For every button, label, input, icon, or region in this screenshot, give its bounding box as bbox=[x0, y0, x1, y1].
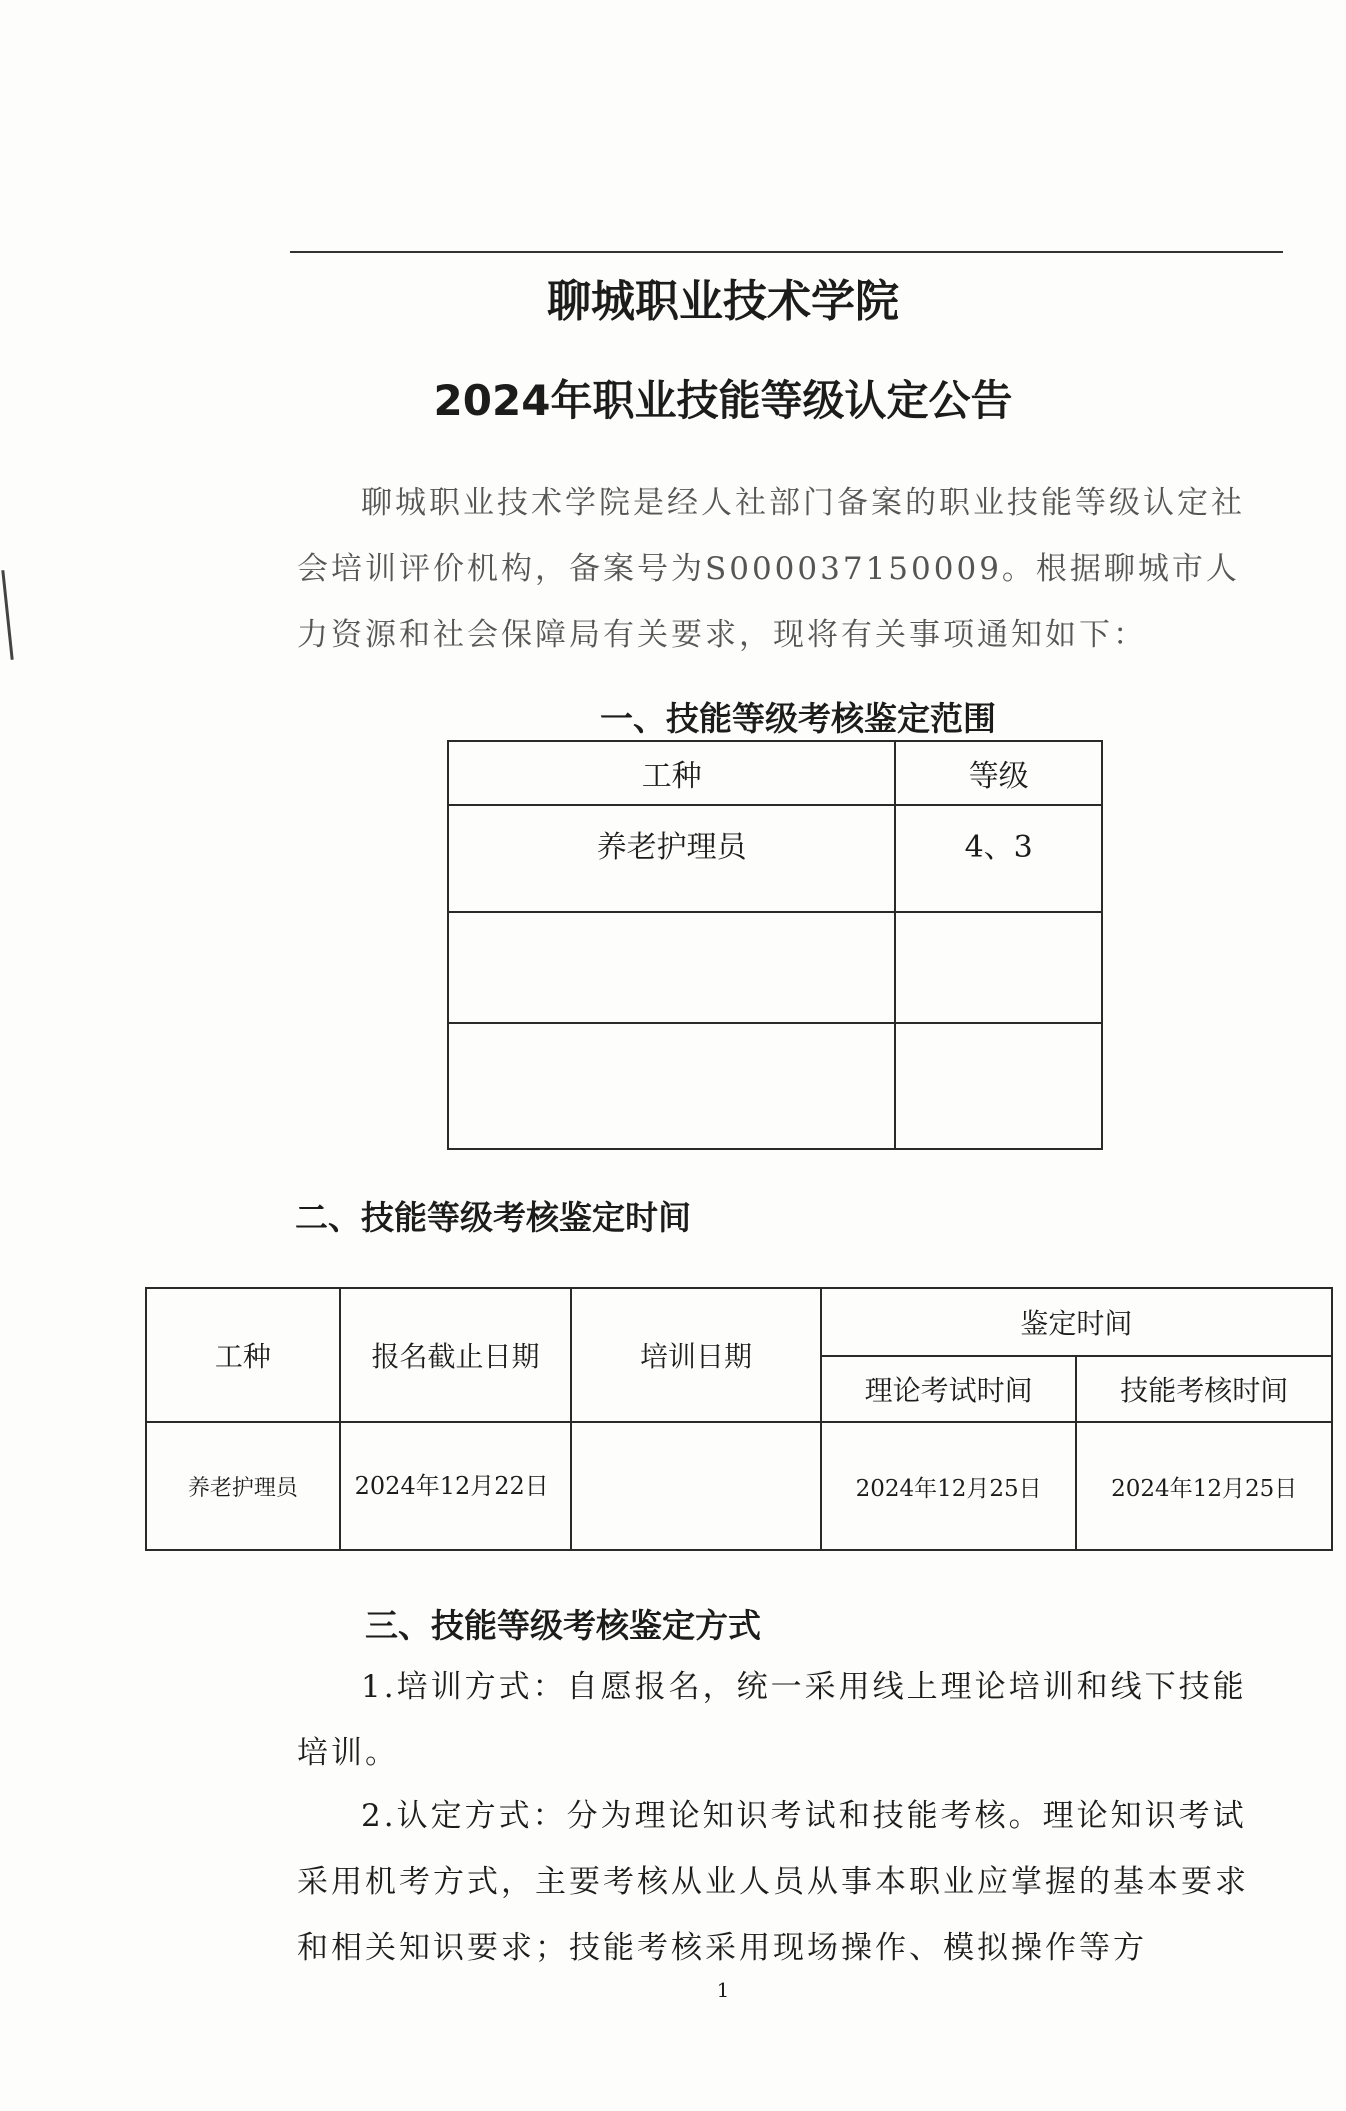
schedule-row-theory: 2024年12月25日 bbox=[821, 1422, 1077, 1550]
scope-row1-level: 4、3 bbox=[895, 805, 1102, 912]
intro-text: 聊城职业技术学院是经人社部门备案的职业技能等级认定社会培训评价机构，备案号为S000037150009。根据聊城市人力资源和社会保障局有关要求，现将有关事项通知如下： bbox=[297, 485, 1245, 653]
section3-heading: 三、技能等级考核鉴定方式 bbox=[365, 1606, 761, 1645]
scope-row3-level bbox=[895, 1023, 1102, 1149]
intro-paragraph bbox=[297, 470, 1265, 670]
schedule-header-skill: 技能考核时间 bbox=[1076, 1356, 1332, 1422]
schedule-header-deadline: 报名截止日期 bbox=[340, 1288, 572, 1422]
schedule-header-theory: 理论考试时间 bbox=[821, 1356, 1077, 1422]
scope-row2-level bbox=[895, 912, 1102, 1023]
schedule-row-type: 养老护理员 bbox=[146, 1422, 340, 1550]
scan-mark bbox=[1, 570, 13, 660]
schedule-table bbox=[145, 1287, 1333, 1551]
scope-row3-type bbox=[448, 1023, 895, 1149]
scope-header-level: 等级 bbox=[895, 741, 1102, 805]
schedule-header-training: 培训日期 bbox=[571, 1288, 821, 1422]
scope-row2-type bbox=[448, 912, 895, 1023]
training-method-text: 1.培训方式：自愿报名，统一采用线上理论培训和线下技能培训。 bbox=[297, 1669, 1247, 1771]
section1-heading: 一、技能等级考核鉴定范围 bbox=[600, 699, 996, 738]
document-title: 聊城职业技术学院 bbox=[547, 276, 899, 327]
assessment-method-text: 2.认定方式：分为理论知识考试和技能考核。理论知识考试采用机考方式，主要考核从业人员从事本职业应掌握的基本要求和相关知识要求；技能考核采用现场操作、模拟操作等方 bbox=[297, 1798, 1249, 1966]
schedule-row-training bbox=[571, 1422, 821, 1550]
header-rule bbox=[290, 251, 1283, 253]
training-method-paragraph bbox=[297, 1654, 1265, 1786]
schedule-header-assess: 鉴定时间 bbox=[821, 1288, 1332, 1356]
page-number: 1 bbox=[716, 1978, 730, 2002]
scope-table bbox=[447, 740, 1103, 1150]
section2-heading: 二、技能等级考核鉴定时间 bbox=[295, 1198, 691, 1237]
scope-row1-type: 养老护理员 bbox=[448, 805, 895, 912]
scope-header-type: 工种 bbox=[448, 741, 895, 805]
assessment-method-paragraph bbox=[297, 1783, 1265, 1981]
schedule-row-skill: 2024年12月25日 bbox=[1076, 1422, 1332, 1550]
schedule-header-type: 工种 bbox=[146, 1288, 340, 1422]
schedule-row-deadline: 2024年12月22日 bbox=[340, 1422, 572, 1550]
document-subtitle: 2024年职业技能等级认定公告 bbox=[433, 376, 1013, 425]
